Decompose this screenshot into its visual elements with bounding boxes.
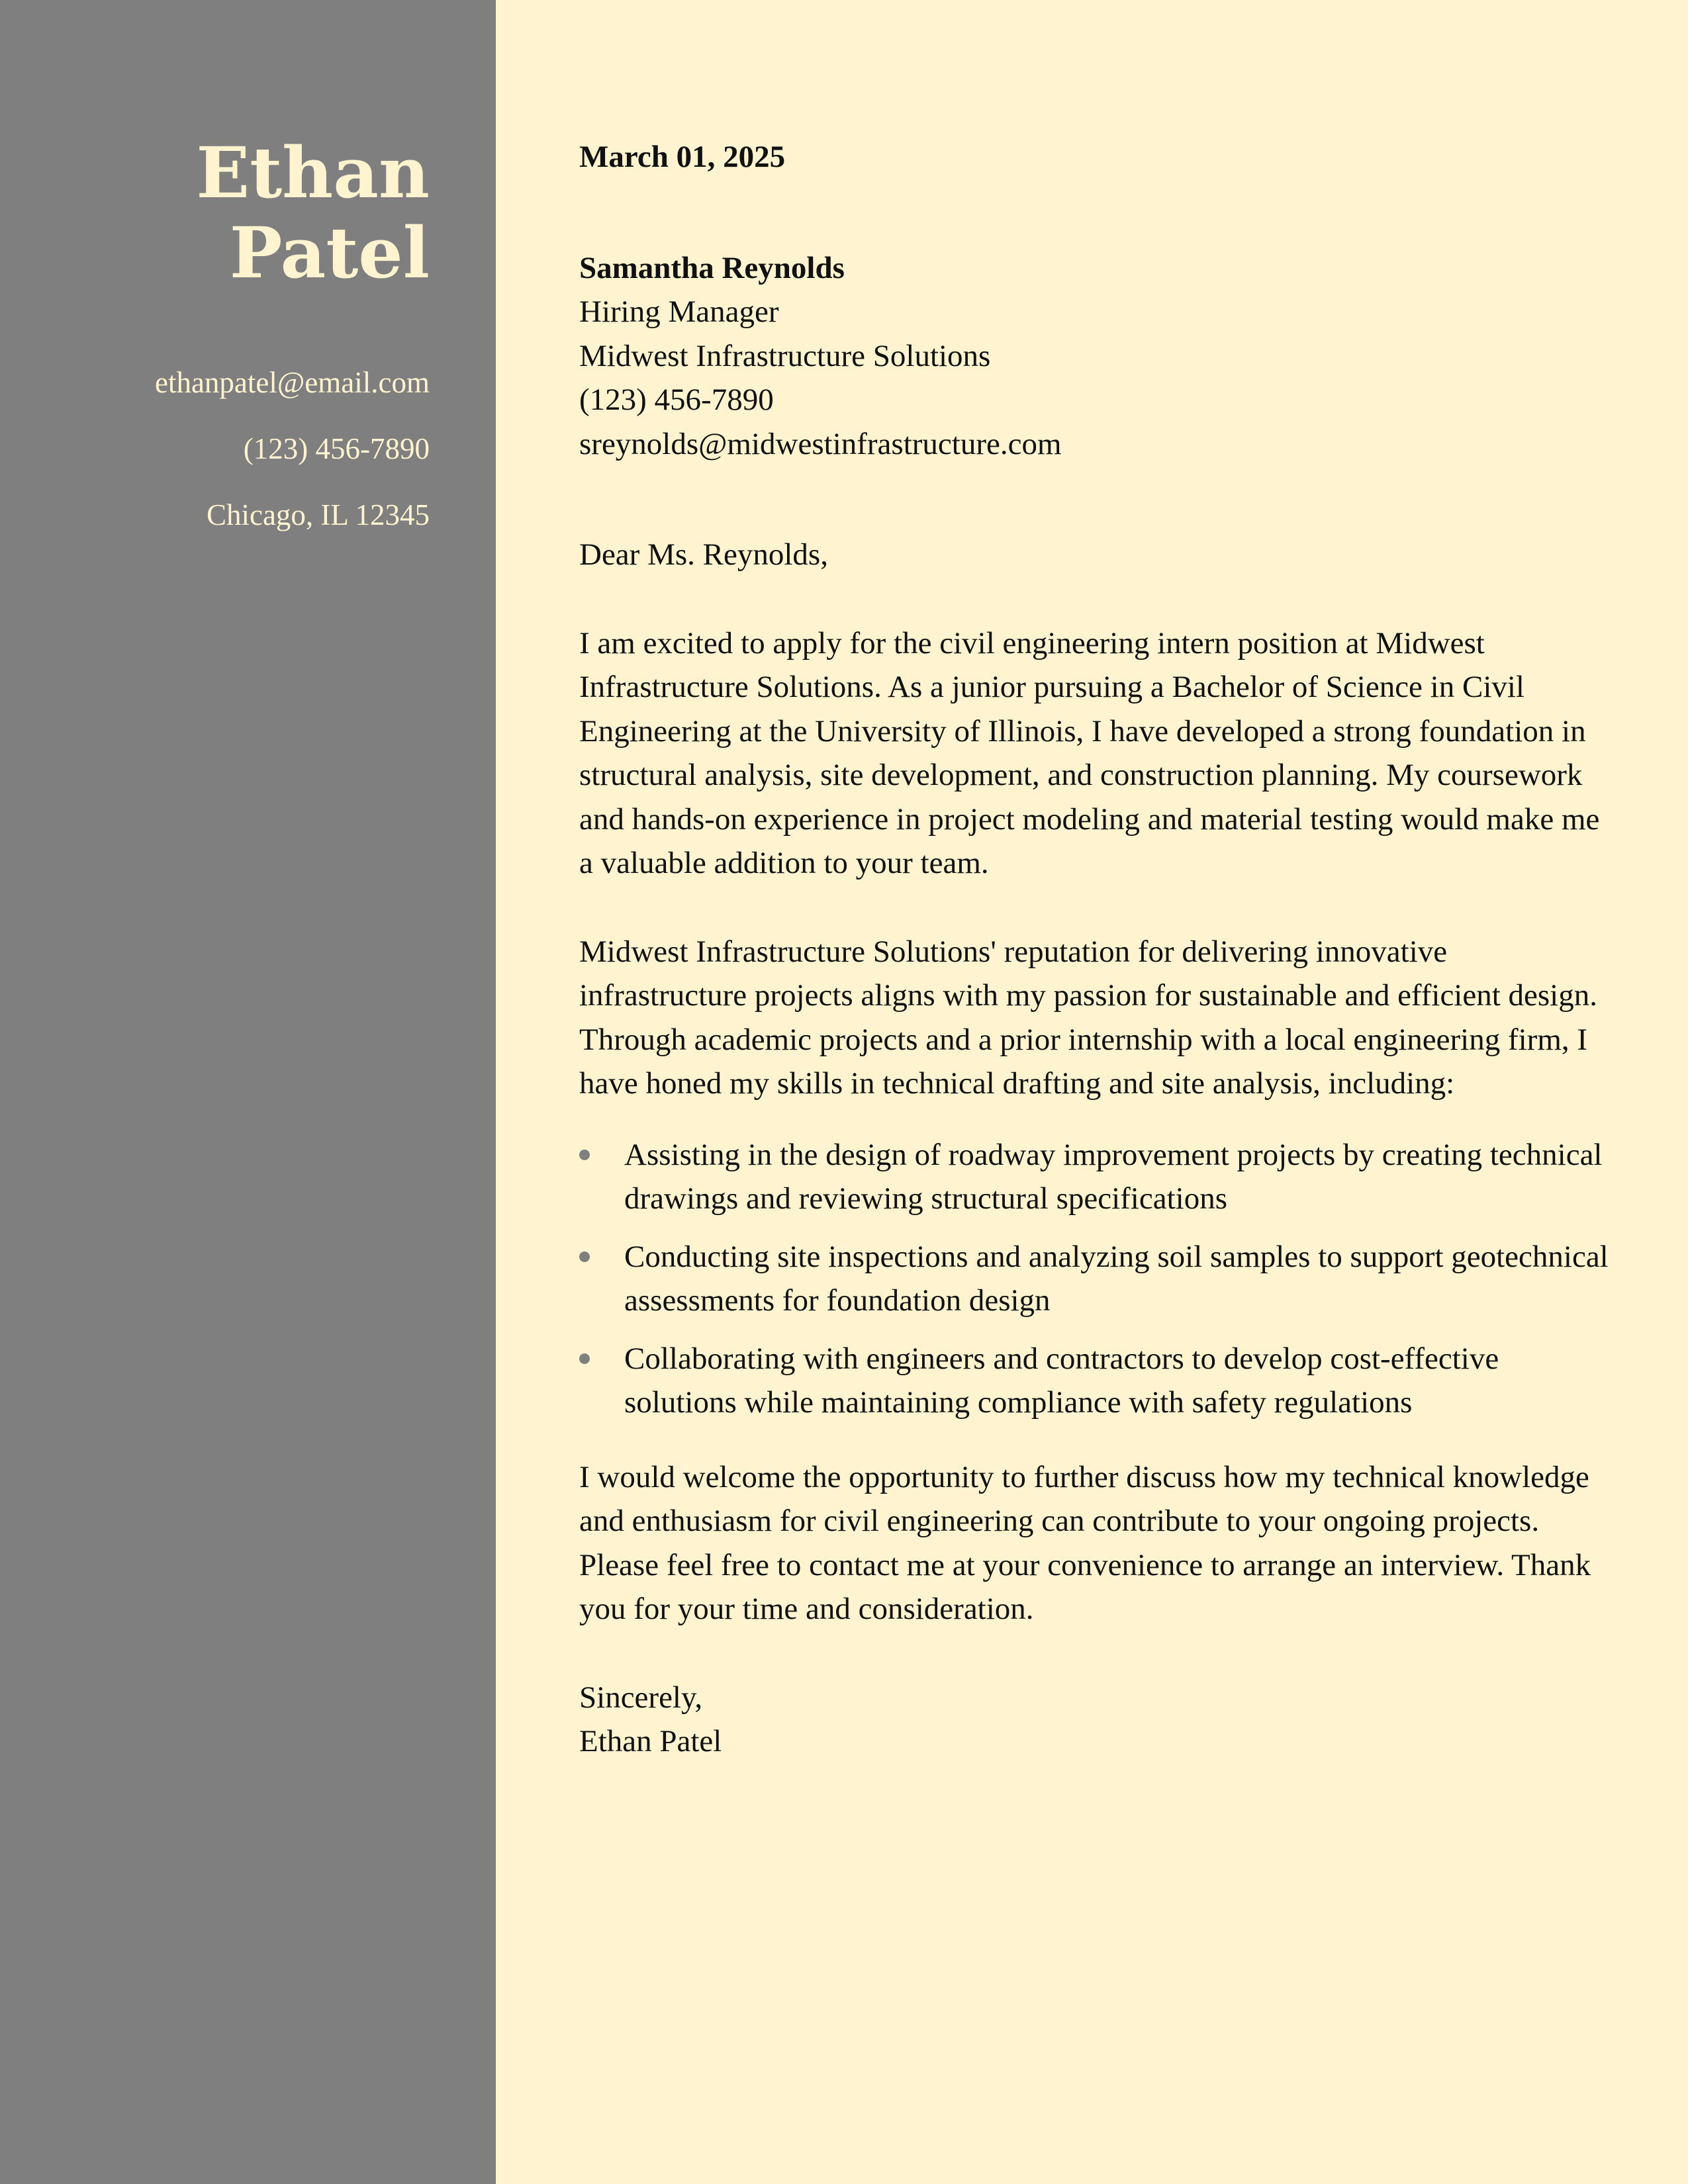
sender-location: Chicago, IL 12345 (206, 498, 430, 531)
list-item (579, 1133, 1609, 1221)
bullet-dot-icon (579, 1150, 590, 1160)
list-item (579, 1235, 1609, 1323)
list-item (579, 1337, 1609, 1425)
sender-email: ethanpatel@email.com (154, 366, 430, 399)
recipient-company: Midwest Infrastructure Solutions (579, 338, 991, 373)
bullet-dot-icon (579, 1353, 590, 1364)
letter-body (496, 0, 1688, 2184)
recipient-title: Hiring Manager (579, 295, 779, 329)
recipient-block (579, 246, 1609, 467)
paragraph-closing: I would welcome the opportunity to further discuss how my technical knowledge and enthusiasm for civil engineering can contribute to your ongoing projects. Please feel free to contact me at your convenience to arrange an interview. Thank you for your time and consideration. (579, 1459, 1591, 1626)
list-item-text: Collaborating with engineers and contractors to develop cost-effective solutions while maintaining compliance with safety regulations (624, 1341, 1499, 1420)
letter-date: March 01, 2025 (579, 140, 786, 174)
paragraph-intro: I am excited to apply for the civil engineering intern position at Midwest Infrastructure Solutions. As a junior pursuing a Bachelor of Science in Civil Engineering at the University of Illinois, I have developed a strong foundation in structural analysis, site development, and construction planning. My coursework and hands-on experience in project modeling and material testing would make me a valuable addition to your team. (579, 625, 1600, 880)
list-item-text: Conducting site inspections and analyzing soil samples to support geotechnical assessments for foundation design (624, 1239, 1609, 1318)
salutation: Dear Ms. Reynolds, (579, 537, 828, 572)
skills-list (579, 1133, 1609, 1425)
closing-block (579, 1676, 1609, 1764)
paragraph-experience: Midwest Infrastructure Solutions' reputation for delivering innovative infrastructure projects aligns with my passion for sustainable and efficient design. Through academic projects and a prior internship with a local engineering firm, I have honed my skills in technical drafting and site analysis, including: (579, 934, 1597, 1101)
bullet-dot-icon (579, 1251, 590, 1262)
sender-contact (0, 349, 430, 548)
signature: Ethan Patel (579, 1724, 722, 1758)
sender-phone: (123) 456-7890 (243, 432, 430, 465)
recipient-phone: (123) 456-7890 (579, 383, 774, 417)
sender-first-name: Ethan (196, 131, 430, 214)
closing-phrase: Sincerely, (579, 1680, 703, 1715)
sidebar (0, 0, 496, 2184)
recipient-name: Samantha Reynolds (579, 250, 845, 285)
sender-name (0, 132, 430, 293)
sender-last-name: Patel (229, 211, 430, 294)
list-item-text: Assisting in the design of roadway improvement projects by creating technical drawings and reviewing structural specifications (624, 1137, 1603, 1216)
recipient-email: sreynolds@midwestinfrastructure.com (579, 426, 1062, 461)
